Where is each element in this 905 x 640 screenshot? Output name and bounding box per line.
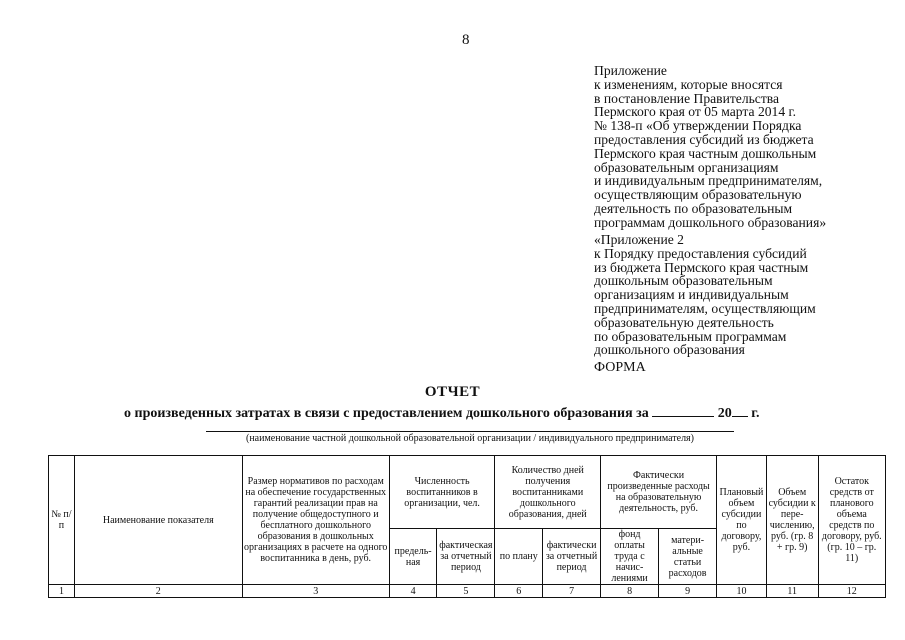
column-number: 3 <box>242 585 389 598</box>
header-actual-expenses: Фактически произведенные расходы на образовательную деятельность, руб. <box>601 456 717 529</box>
column-number: 1 <box>49 585 75 598</box>
report-title: ОТЧЕТ <box>424 384 481 400</box>
column-number: 8 <box>601 585 659 598</box>
annex-2-line: дошкольным образовательным <box>594 273 773 289</box>
annex-2-line: предпринимателям, осуществляющим <box>594 300 816 316</box>
annex-1-line: в постановление Правительства <box>594 90 780 106</box>
period-blank <box>652 404 714 417</box>
header-children-count: Численность воспитанников в организации, чел. <box>389 456 495 529</box>
annex-1-line: и индивидуальным предпринимателям, <box>594 173 823 189</box>
annex-2-line: дошкольного образования <box>594 342 745 358</box>
column-number: 5 <box>437 585 495 598</box>
report-table <box>48 455 886 598</box>
header-subsidy-transfer: Объем субсидии к пере-числению, руб. (гр. 8 + гр. 9) <box>766 456 818 585</box>
annex-2-line: организациям и индивидуальным <box>594 287 789 303</box>
annex-1-line: Пермского края частным дошкольным <box>594 145 817 161</box>
column-number: 6 <box>495 585 543 598</box>
annex-2-line: к Порядку предоставления субсидий <box>594 245 807 261</box>
annex-block-2 <box>594 233 816 357</box>
header-indicator-name: Наименование показателя <box>74 456 242 585</box>
column-number: 11 <box>766 585 818 598</box>
annex-2-line: из бюджета Пермского края частным <box>594 259 809 275</box>
annex-1-line: осуществляющим образовательную <box>594 187 802 203</box>
annex-1-line: Пермского края от 05 марта 2014 г. <box>594 104 796 120</box>
header-days-actual: фактически за отчетный период <box>543 529 601 585</box>
report-subtitle <box>124 404 760 422</box>
header-children-actual: фактическая за отчетный период <box>437 529 495 585</box>
column-number: 2 <box>74 585 242 598</box>
annex-1-line: № 138-п «Об утверждении Порядка <box>594 118 802 134</box>
header-days-count: Количество дней получения воспитанниками дошкольного образования, дней <box>495 456 601 529</box>
annex-2-line: по образовательным программам <box>594 328 787 344</box>
annex-1-line: образовательным организациям <box>594 159 779 175</box>
annex-1-line: программам дошкольного образования» <box>594 214 827 230</box>
header-planned-subsidy: Плановый объем субсидии по договору, руб. <box>717 456 767 585</box>
annex-2-line: «Приложение 2 <box>594 232 684 247</box>
annex-1-line: Приложение <box>594 63 667 78</box>
subtitle-year: 20 <box>717 406 732 421</box>
page-number: 8 <box>462 32 470 48</box>
form-label: ФОРМА <box>594 360 646 375</box>
annex-block-1 <box>594 64 826 230</box>
column-number: 4 <box>389 585 437 598</box>
org-name-line <box>206 431 734 432</box>
column-number: 7 <box>543 585 601 598</box>
year-blank <box>732 404 748 417</box>
column-number: 12 <box>818 585 885 598</box>
column-number: 10 <box>717 585 767 598</box>
header-material-costs: матери-альные статьи расходов <box>659 529 717 585</box>
header-payroll: фонд оплаты труда с начис-лениями <box>601 529 659 585</box>
annex-1-line: к изменениям, которые вносятся <box>594 76 783 92</box>
subtitle-text: о произведенных затратах в связи с предоставлением дошкольного образования за <box>124 406 649 421</box>
org-caption: (наименование частной дошкольной образовательной организации / индивидуального предпринимателя) <box>246 433 694 444</box>
header-number: № п/п <box>49 456 75 585</box>
header-norm-size: Размер нормативов по расходам на обеспечение государственных гарантий реализации прав на получение общедоступного и бесплатного дошкольного образования в дошкольных организациях в расчете на одного воспитанника в день, руб. <box>242 456 389 585</box>
header-days-plan: по плану <box>495 529 543 585</box>
header-children-limit: предель-ная <box>389 529 437 585</box>
subtitle-suffix: г. <box>751 406 760 421</box>
annex-1-line: деятельность по образовательным <box>594 200 793 216</box>
annex-2-line: образовательную деятельность <box>594 314 774 330</box>
header-remaining-funds: Остаток средств от планового объема средств по договору, руб. (гр. 10 – гр. 11) <box>818 456 885 585</box>
column-number: 9 <box>659 585 717 598</box>
annex-1-line: предоставления субсидий из бюджета <box>594 131 814 147</box>
